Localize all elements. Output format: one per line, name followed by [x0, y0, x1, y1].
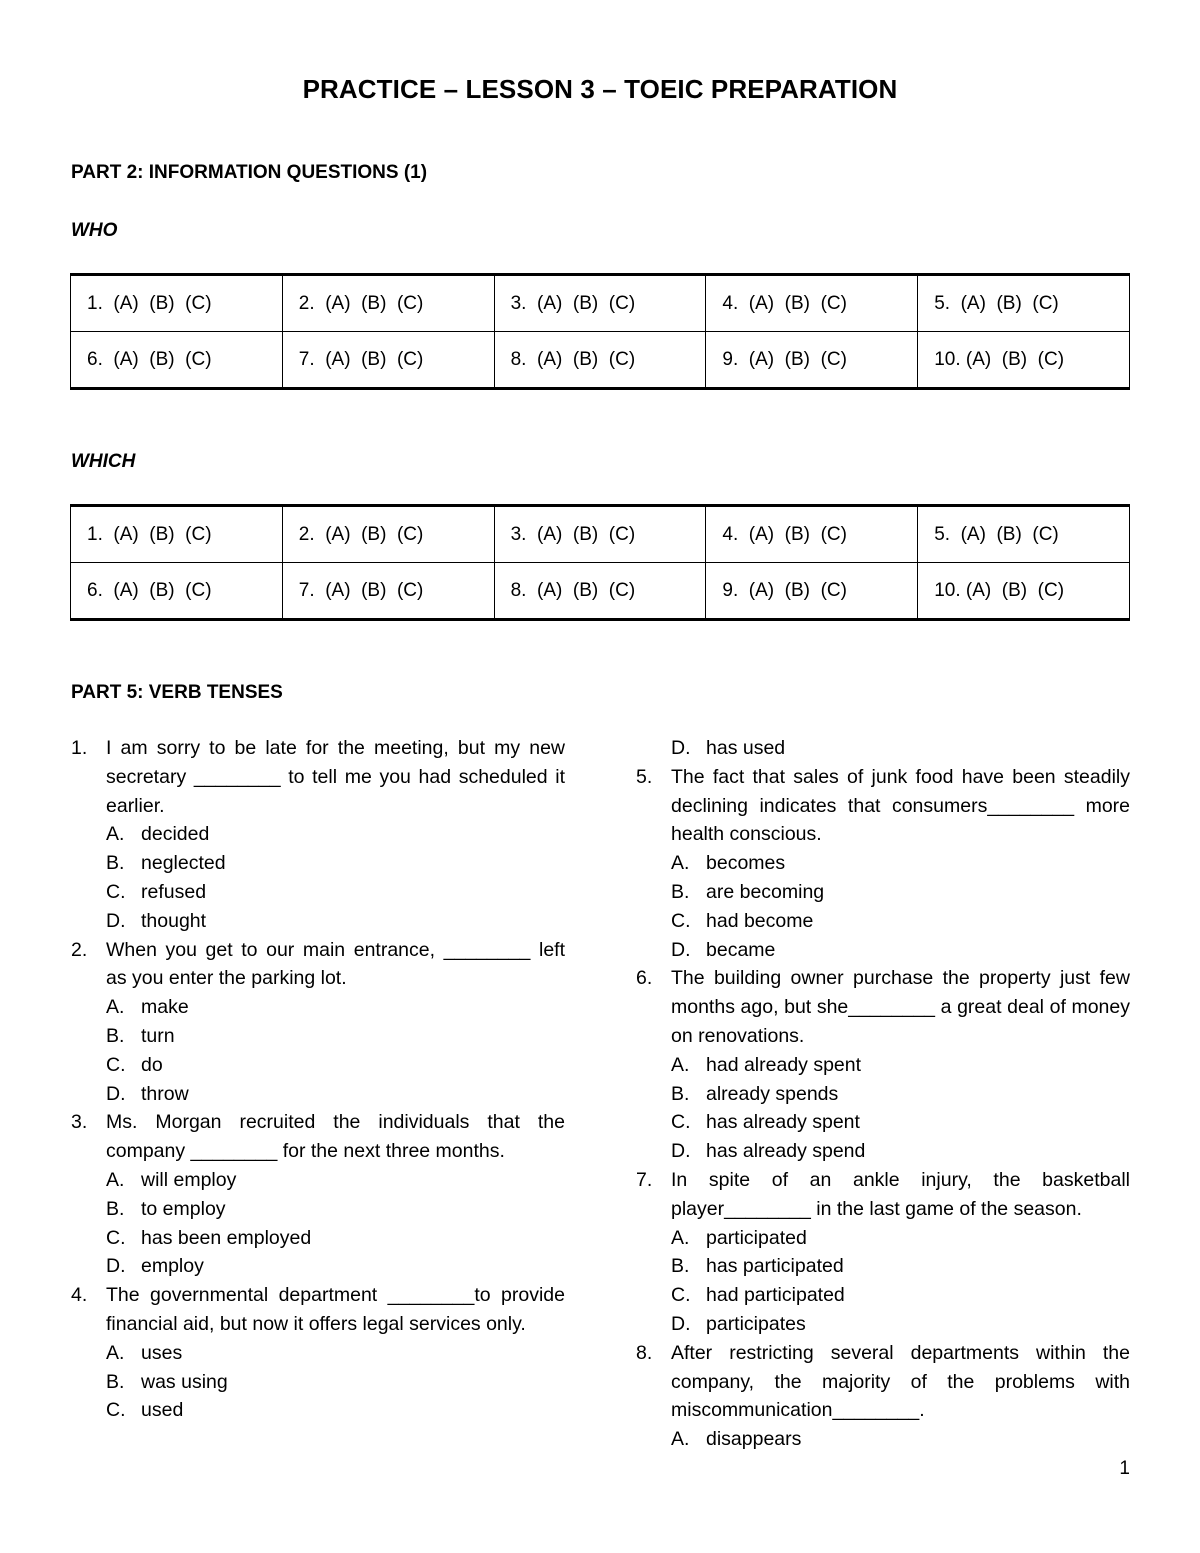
answer-option[interactable] — [636, 1281, 1130, 1310]
answer-cell[interactable]: 4. (A) (B) (C) — [706, 506, 918, 563]
option-letter: B. — [671, 880, 690, 903]
question — [636, 1339, 1130, 1425]
question-text: In spite of an ankle injury, the basketball player________ in the last game of the season. — [671, 1168, 1130, 1220]
answer-option[interactable] — [71, 1022, 565, 1051]
who-heading: WHO — [71, 220, 118, 241]
answer-row — [71, 563, 1130, 620]
answer-option[interactable] — [71, 1368, 565, 1397]
option-text: employ — [141, 1255, 204, 1278]
which-answer-grid — [70, 504, 1130, 621]
page-title: PRACTICE – LESSON 3 – TOEIC PREPARATION — [302, 74, 898, 104]
question-text: When you get to our main entrance, ________ left as you enter the parking lot. — [106, 938, 565, 990]
question-number: 4. — [71, 1284, 88, 1307]
question-text: The governmental department ________to provide financial aid, but now it offers legal services only. — [106, 1284, 565, 1335]
answer-option[interactable] — [71, 878, 565, 907]
answer-cell[interactable]: 8. (A) (B) (C) — [494, 563, 706, 620]
answer-option[interactable] — [636, 1080, 1130, 1109]
answer-row — [71, 332, 1130, 389]
option-text: becomes — [706, 852, 786, 875]
option-letter: B. — [106, 1370, 125, 1393]
option-text: used — [141, 1399, 184, 1422]
option-letter: B. — [106, 1197, 125, 1220]
option-text: has been employed — [141, 1226, 312, 1249]
option-text: had already spent — [706, 1053, 862, 1076]
question — [71, 1108, 565, 1166]
option-text: throw — [141, 1082, 189, 1105]
answer-option[interactable] — [71, 1252, 565, 1281]
answer-cell[interactable]: 5. (A) (B) (C) — [918, 275, 1130, 332]
answer-cell[interactable]: 7. (A) (B) (C) — [282, 332, 494, 389]
option-text: had become — [706, 909, 814, 932]
answer-option[interactable] — [636, 849, 1130, 878]
option-letter: A. — [671, 1428, 690, 1451]
answer-option[interactable] — [636, 1252, 1130, 1281]
answer-option[interactable] — [636, 1425, 1130, 1454]
answer-option[interactable] — [71, 1224, 565, 1253]
option-letter: C. — [106, 1053, 126, 1076]
questions-right-column — [636, 734, 1130, 1454]
answer-cell[interactable]: 9. (A) (B) (C) — [706, 563, 918, 620]
question-number: 5. — [636, 765, 653, 788]
option-letter: D. — [106, 909, 126, 932]
option-text: uses — [141, 1341, 183, 1364]
option-letter: D. — [671, 1140, 691, 1163]
option-text: will employ — [141, 1168, 237, 1191]
option-text: participates — [706, 1312, 806, 1335]
answer-cell[interactable]: 10. (A) (B) (C) — [918, 332, 1130, 389]
option-text: was using — [141, 1370, 228, 1393]
option-letter: D. — [671, 938, 691, 961]
option-text: had participated — [706, 1284, 845, 1307]
option-letter: C. — [671, 909, 691, 932]
option-letter: B. — [671, 1255, 690, 1278]
option-letter: D. — [671, 737, 691, 759]
question-text: The fact that sales of junk food have been steadily declining indicates that consumers________ more health conscious. — [671, 765, 1130, 846]
answer-option[interactable] — [636, 1051, 1130, 1080]
answer-row — [71, 275, 1130, 332]
answer-option[interactable] — [71, 1080, 565, 1109]
question-text: Ms. Morgan recruited the individuals that the company ________ for the next three months. — [106, 1111, 565, 1163]
option-letter: D. — [106, 1255, 126, 1278]
answer-cell[interactable]: 3. (A) (B) (C) — [494, 275, 706, 332]
option-text: neglected — [141, 852, 226, 875]
question — [636, 763, 1130, 849]
option-text: refused — [141, 880, 207, 903]
option-letter: A. — [106, 823, 125, 846]
answer-cell[interactable]: 6. (A) (B) (C) — [71, 332, 283, 389]
answer-cell[interactable]: 9. (A) (B) (C) — [706, 332, 918, 389]
page-number: 1 — [1119, 1458, 1130, 1479]
answer-option[interactable] — [636, 1310, 1130, 1339]
answer-cell[interactable]: 6. (A) (B) (C) — [71, 563, 283, 620]
option-letter: B. — [106, 1024, 125, 1047]
question-text: I am sorry to be late for the meeting, but my new secretary ________ to tell me you had scheduled it earlier. — [106, 737, 565, 817]
question-number: 3. — [71, 1111, 88, 1134]
option-letter: A. — [106, 996, 125, 1019]
option-letter: C. — [106, 1226, 126, 1249]
option-text: decided — [141, 823, 210, 846]
option-text: became — [706, 938, 776, 961]
answer-cell[interactable]: 1. (A) (B) (C) — [71, 275, 283, 332]
answer-option[interactable] — [636, 1224, 1130, 1253]
answer-cell[interactable]: 1. (A) (B) (C) — [71, 506, 283, 563]
question-text: The building owner purchase the property just few months ago, but she________ a great deal of money on renovations. — [671, 967, 1130, 1047]
option-text: do — [141, 1053, 163, 1076]
answer-option[interactable] — [636, 734, 1130, 763]
question-text: After restricting several departments within the company, the majority of the problems with miscommunication________. — [671, 1341, 1130, 1422]
answer-option[interactable] — [636, 1137, 1130, 1166]
option-letter: A. — [671, 1053, 690, 1076]
question-number: 7. — [636, 1168, 653, 1191]
part5-heading: PART 5: VERB TENSES — [71, 682, 283, 703]
answer-option[interactable] — [71, 907, 565, 936]
option-text: thought — [141, 909, 207, 932]
option-text: already spends — [706, 1082, 839, 1105]
question — [636, 1166, 1130, 1224]
question-number: 8. — [636, 1341, 653, 1364]
answer-option[interactable] — [636, 878, 1130, 907]
option-letter: C. — [106, 880, 126, 903]
answer-option[interactable] — [71, 1195, 565, 1224]
question-number: 2. — [71, 938, 88, 961]
question — [636, 964, 1130, 1050]
answer-option[interactable] — [636, 1108, 1130, 1137]
question — [71, 936, 565, 994]
option-text: are becoming — [706, 880, 825, 903]
answer-cell[interactable]: 8. (A) (B) (C) — [494, 332, 706, 389]
answer-cell[interactable]: 2. (A) (B) (C) — [282, 275, 494, 332]
answer-option[interactable] — [71, 1396, 565, 1425]
option-text: participated — [706, 1226, 807, 1249]
answer-cell[interactable]: 10. (A) (B) (C) — [918, 563, 1130, 620]
answer-row — [71, 506, 1130, 563]
option-letter: B. — [106, 852, 125, 875]
answer-cell[interactable]: 5. (A) (B) (C) — [918, 506, 1130, 563]
option-letter: D. — [671, 1312, 691, 1335]
option-letter: B. — [671, 1082, 690, 1105]
question — [71, 734, 565, 820]
option-text: has participated — [706, 1255, 844, 1278]
option-letter: A. — [671, 1226, 690, 1249]
answer-option[interactable] — [71, 993, 565, 1022]
which-heading: WHICH — [71, 451, 136, 472]
option-letter: C. — [671, 1111, 691, 1134]
answer-option[interactable] — [71, 1339, 565, 1368]
answer-option[interactable] — [71, 1166, 565, 1195]
who-answer-grid — [70, 273, 1130, 390]
option-text: to employ — [141, 1197, 226, 1220]
answer-option[interactable] — [636, 936, 1130, 965]
answer-option[interactable] — [71, 849, 565, 878]
option-letter: C. — [106, 1399, 126, 1422]
option-letter: A. — [671, 852, 690, 875]
option-letter: A. — [106, 1168, 125, 1191]
option-text: disappears — [706, 1428, 802, 1451]
answer-cell[interactable]: 3. (A) (B) (C) — [494, 506, 706, 563]
option-text: has used — [706, 737, 786, 759]
answer-option[interactable] — [71, 820, 565, 849]
option-letter: C. — [671, 1284, 691, 1307]
option-text: make — [141, 996, 189, 1019]
part2-heading: PART 2: INFORMATION QUESTIONS (1) — [71, 162, 428, 183]
option-letter: D. — [106, 1082, 126, 1105]
answer-option[interactable] — [71, 1051, 565, 1080]
option-letter: A. — [106, 1341, 125, 1364]
question-number: 1. — [71, 737, 88, 759]
answer-cell[interactable]: 2. (A) (B) (C) — [282, 506, 494, 563]
question — [71, 1281, 565, 1339]
questions-left-column — [71, 734, 565, 1425]
answer-cell[interactable]: 7. (A) (B) (C) — [282, 563, 494, 620]
option-text: has already spend — [706, 1140, 866, 1163]
answer-cell[interactable]: 4. (A) (B) (C) — [706, 275, 918, 332]
option-text: turn — [141, 1024, 175, 1047]
question-number: 6. — [636, 967, 653, 990]
option-text: has already spent — [706, 1111, 860, 1134]
answer-option[interactable] — [636, 907, 1130, 936]
